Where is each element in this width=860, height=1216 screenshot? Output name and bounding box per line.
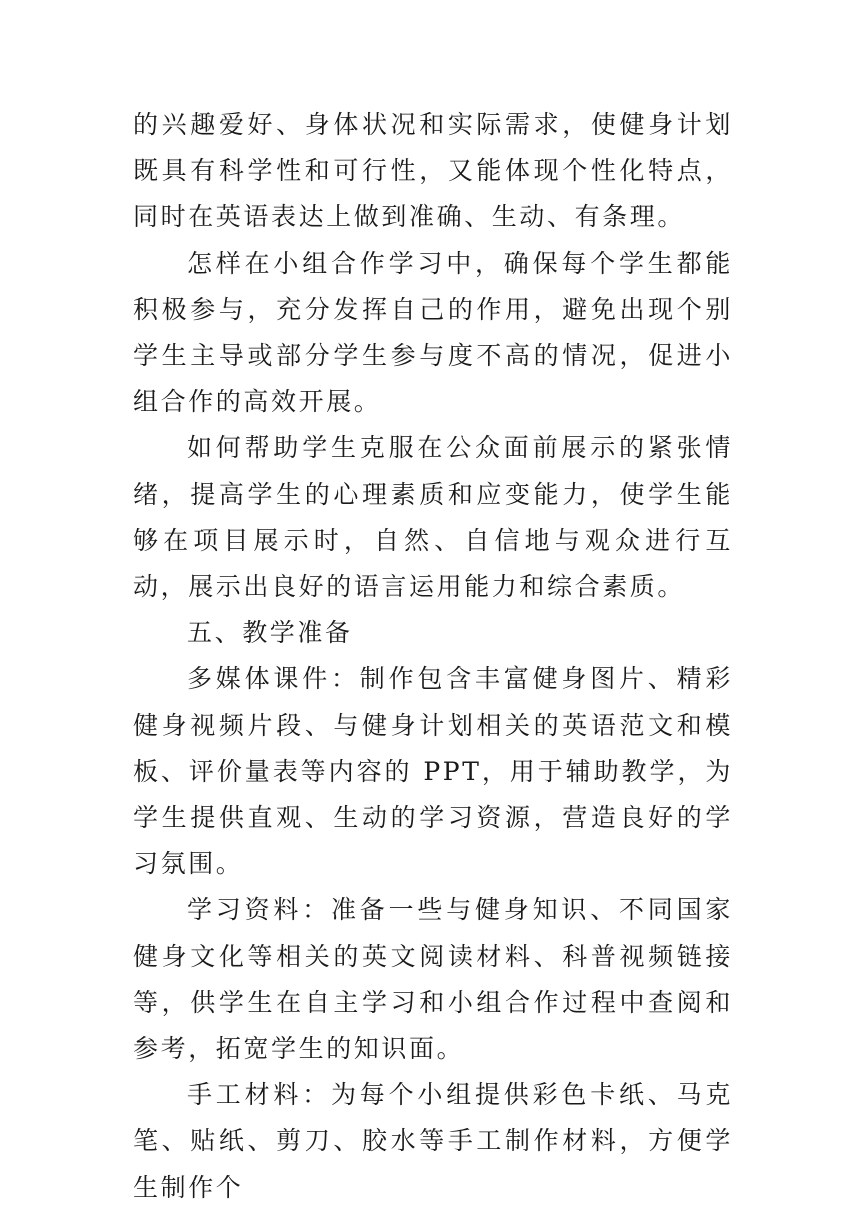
- paragraph-presentation: 如何帮助学生克服在公众面前展示的紧张情绪，提高学生的心理素质和应变能力，使学生能够在项目展示时，自然、自信地与观众进行互动，展示出良好的语言运用能力和综合素质。: [133, 433, 733, 602]
- document-body: [133, 102, 733, 1211]
- paragraph-cooperation: 怎样在小组合作学习中，确保每个学生都能积极参与，充分发挥自己的作用，避免出现个别学生主导或部分学生参与度不高的情况，促进小组合作的高效开展。: [133, 248, 733, 417]
- paragraph-learning-materials: 学习资料：准备一些与健身知识、不同国家健身文化等相关的英文阅读材料、科普视频链接等，供学生在自主学习和小组合作过程中查阅和参考，拓宽学生的知识面。: [133, 895, 733, 1064]
- paragraph-multimedia: 多媒体课件：制作包含丰富健身图片、精彩健身视频片段、与健身计划相关的英语范文和模板、评价量表等内容的 PPT，用于辅助教学，为学生提供直观、生动的学习资源，营造良好的学习氛围。: [133, 664, 733, 879]
- paragraph-craft-materials: 手工材料：为每个小组提供彩色卡纸、马克笔、贴纸、剪刀、胶水等手工制作材料，方便学生制作个: [133, 1080, 733, 1202]
- paragraph-continuation: 的兴趣爱好、身体状况和实际需求，使健身计划既具有科学性和可行性，又能体现个性化特点，同时在英语表达上做到准确、生动、有条理。: [133, 110, 733, 232]
- section-heading-teaching-preparation: 五、教学准备: [187, 618, 353, 648]
